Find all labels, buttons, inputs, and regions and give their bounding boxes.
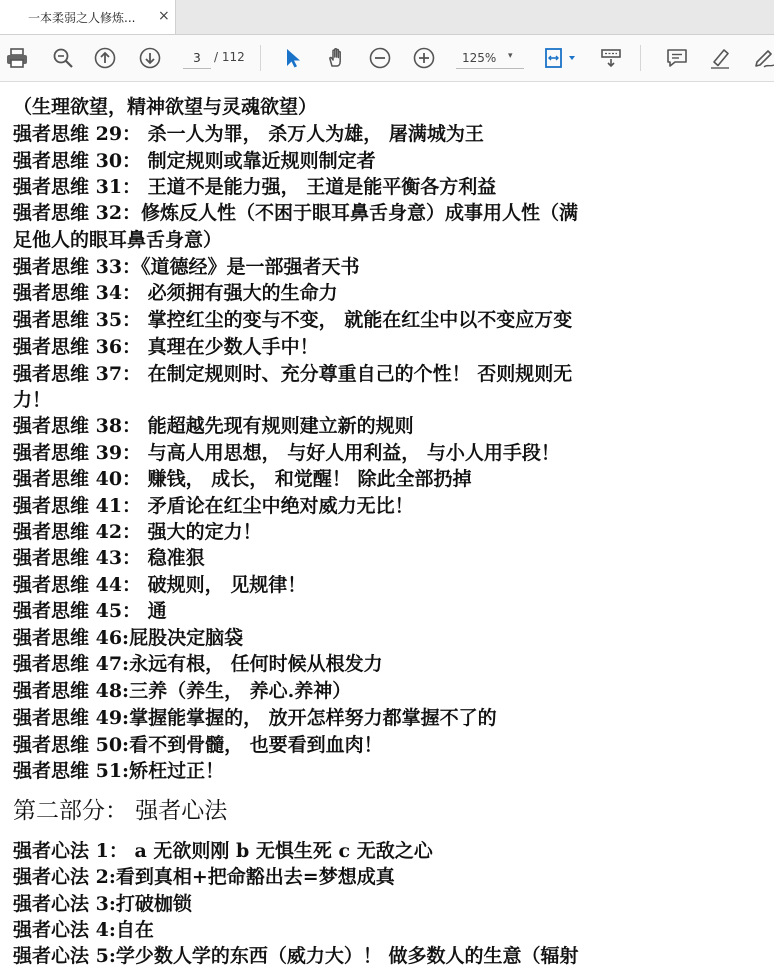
text-line: 强者思维 36： 真理在少数人手中！ [13,336,319,358]
text-line: （生理欲望，精神欲望与灵魂欲望） [13,96,318,118]
sign-icon[interactable] [752,46,774,70]
text-line: 强者思维 49:掌握能掌握的， 放开怎样努力都掌握不了的 [13,707,497,729]
text-line: 足他人的眼耳鼻舌身意） [13,229,223,251]
close-icon[interactable]: × [158,8,170,24]
scroll-mode-icon[interactable] [599,46,623,70]
text-line: 强者思维 44： 破规则， 见规律！ [13,574,307,596]
zoom-underline [456,68,524,69]
next-page-icon[interactable] [138,46,162,70]
text-line: 强者思维 33：《道德经》是一部强者天书 [13,256,360,278]
text-line: 强者思维 51:矫枉过正！ [13,760,225,782]
text-line: 强者思维 42： 强大的定力！ [13,521,262,543]
toolbar-divider [260,45,261,71]
comment-icon[interactable] [665,46,689,70]
zoom-out-icon[interactable] [368,46,392,70]
document-page [0,82,774,974]
text-line: 强者心法 1： a 无欲则刚 b 无惧生死 c 无敌之心 [13,840,433,862]
text-line: 强者思维 47:永远有根， 任何时候从根发力 [13,653,383,675]
text-line: 强者思维 32：修炼反人性（不困于眼耳鼻舌身意）成事用人性（满 [13,202,579,224]
text-line: 强者心法 5:学少数人学的东西（威力大）！ 做多数人的生意（辐射 [13,945,579,967]
text-line: 强者思维 29： 杀一人为罪， 杀万人为雄， 屠满城为王 [13,123,484,145]
text-line: 强者思维 34： 必须拥有强大的生命力 [13,282,338,304]
text-line: 强者思维 50:看不到骨髓， 也要看到血肉！ [13,734,383,756]
text-line: 强者心法 4:自在 [13,919,154,941]
text-line: 强者思维 31： 王道不是能力强， 王道是能平衡各方利益 [13,176,497,198]
section-heading: 第二部分： 强者心法 [13,798,228,824]
text-line: 强者思维 37： 在制定规则时、充分尊重自己的个性！ 否则规则无 [13,363,573,385]
text-line: 强者思维 39： 与高人用思想， 与好人用利益， 与小人用手段！ [13,442,560,464]
text-line: 强者思维 35： 掌控红尘的变与不变， 就能在红尘中以不变应万变 [13,309,573,331]
text-line: 强者思维 41： 矛盾论在红尘中绝对威力无比！ [13,495,414,517]
text-line: 强者思维 43： 稳准狠 [13,547,205,569]
text-line: 强者思维 30： 制定规则或靠近规则制定者 [13,150,376,172]
page-fit-icon[interactable] [544,46,578,70]
zoom-in-icon[interactable] [412,46,436,70]
text-line: 强者思维 46:屁股决定脑袋 [13,627,244,649]
toolbar-divider [640,45,641,71]
previous-page-icon[interactable] [93,46,117,70]
document-tab[interactable] [0,0,176,34]
text-line: 力！ [13,389,52,411]
chevron-down-icon: ▾ [508,51,513,61]
highlight-pen-icon[interactable] [708,46,732,70]
page-total: / 112 [214,50,245,64]
print-icon[interactable] [5,46,29,70]
select-cursor-icon[interactable] [281,46,305,70]
text-line: 强者思维 38： 能超越先现有规则建立新的规则 [13,415,414,437]
text-line: 强者心法 2:看到真相+把命豁出去=梦想成真 [13,866,395,888]
tab-bar [0,0,774,35]
tab-title: 一本柔弱之人修炼... [28,11,136,25]
zoom-search-icon[interactable] [51,46,75,70]
page-number-input[interactable] [183,48,211,69]
zoom-level: 125% [462,51,497,65]
text-line: 强者思维 48:三养（养生， 养心.养神） [13,680,352,702]
text-line: 强者心法 3:打破枷锁 [13,893,192,915]
hand-tool-icon[interactable] [324,46,348,70]
toolbar [0,35,774,82]
text-line: 强者思维 45： 通 [13,600,167,622]
text-line: 强者思维 40： 赚钱， 成长， 和觉醒！ 除此全部扔掉 [13,468,472,490]
zoom-dropdown[interactable] [456,47,524,69]
